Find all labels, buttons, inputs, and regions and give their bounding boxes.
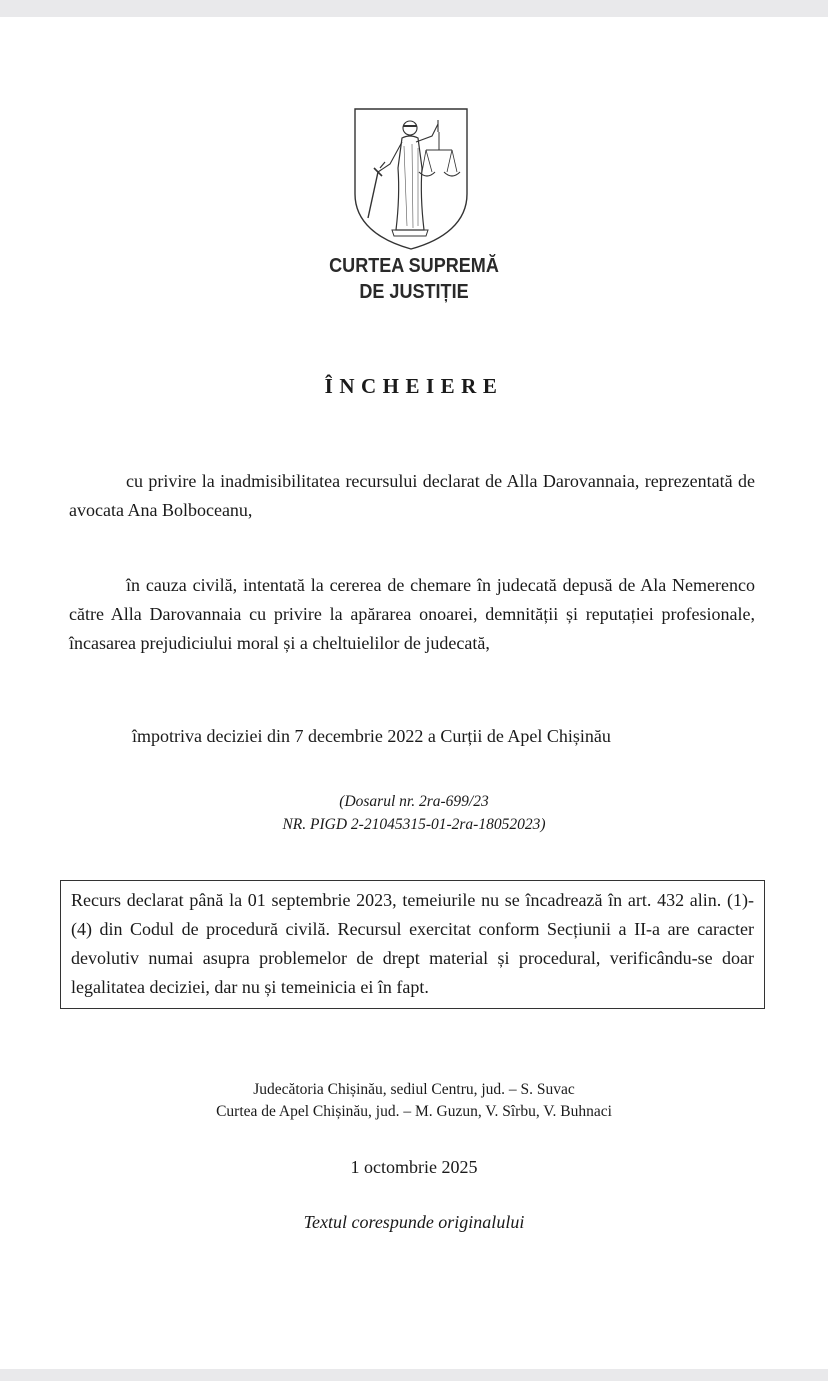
certified-copy-note: Textul corespunde originalului xyxy=(303,1212,525,1232)
case-file-line1: (Dosarul nr. 2ra-699/23 xyxy=(339,793,489,810)
document-title: ÎNCHEIERE xyxy=(324,374,504,398)
court-name-line1: CURTEA SUPREMĂ xyxy=(329,254,499,277)
document-date: 1 octombrie 2025 xyxy=(350,1157,478,1177)
appeal-note-box: Recurs declarat până la 01 septembrie 2023, temeiurile nu se încadrează în art. 432 alin. (1)-(4) din Codul de procedură civilă. Recursul exercitat conform Secțiunii a II-a are caracter devolutiv numai asupra problemelor de drept material și procedural, verificându-se doar legalitatea deciziei, dar nu și temeinicia ei în fapt. xyxy=(60,880,765,1009)
judges-line2: Curtea de Apel Chișinău, jud. – M. Guzun, V. Sîrbu, V. Buhnaci xyxy=(216,1103,612,1120)
court-name-line2: DE JUSTIȚIE xyxy=(359,280,469,303)
case-file-line2: NR. PIGD 2-21045315-01-2ra-18052023) xyxy=(282,816,546,833)
lower-courts-judges xyxy=(0,1079,828,1123)
judges-line1: Judecătoria Chișinău, sediul Centru, jud. – S. Suvac xyxy=(253,1081,575,1098)
paragraph-inadmissibility: cu privire la inadmisibilitatea recursului declarat de Alla Darovannaia, reprezentată de avocata Ana Bolboceanu, xyxy=(69,471,755,520)
paragraph-against-decision: împotriva deciziei din 7 decembrie 2022 a Curții de Apel Chișinău xyxy=(132,726,611,746)
court-name xyxy=(50,253,779,305)
paragraph-civil-case: în cauza civilă, intentată la cererea de chemare în judecată depusă de Ala Nemerenco către Alla Darovannaia cu privire la apărarea onoarei, demnității și reputației profesionale, încasarea prejudiciului moral și a cheltuielilor de judecată, xyxy=(69,575,755,653)
justice-emblem-icon xyxy=(352,106,470,252)
case-file-number xyxy=(0,790,828,836)
document-page xyxy=(0,17,828,1369)
